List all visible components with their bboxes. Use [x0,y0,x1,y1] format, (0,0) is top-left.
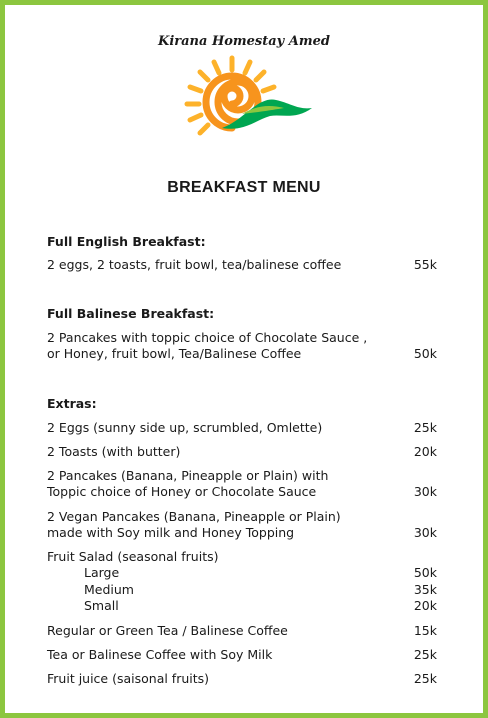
section-heading: Full English Breakfast: [47,234,206,249]
menu-item [47,444,437,460]
size-price: 50k [413,565,437,580]
size-price: 20k [413,598,437,613]
size-option [84,565,437,582]
size-option [84,598,437,615]
item-price: 25k [413,647,437,662]
item-description: Regular or Green Tea / Balinese Coffee [47,623,288,638]
menu-item [47,257,437,273]
item-price: 15k [413,623,437,638]
item-description: 2 Toasts (with butter) [47,444,181,459]
item-description-line: 2 Pancakes with toppic choice of Chocolate Sauce , [47,330,368,345]
menu-item [47,468,437,500]
menu-item [47,549,437,565]
item-description-line: 2 Pancakes (Banana, Pineapple or Plain) with [47,468,329,483]
menu-item [47,330,437,362]
item-price: 50k [413,346,437,361]
item-description: Fruit Salad (seasonal fruits) [47,549,219,564]
item-description-line: Toppic choice of Honey or Chocolate Sauce [47,484,317,499]
brand-name: Kirana Homestay Amed [158,34,330,49]
size-label: Medium [84,581,134,597]
menu-title: BREAKFAST MENU [167,179,321,196]
item-description: Fruit juice (saisonal fruits) [47,671,210,686]
menu-item [47,509,437,541]
item-price: 30k [413,484,437,499]
item-price: 30k [413,525,437,540]
item-price: 20k [413,444,437,459]
size-option [84,582,437,599]
item-description-line: 2 Vegan Pancakes (Banana, Pineapple or Plain) [47,509,341,524]
menu-item [47,420,437,436]
menu-item [47,623,437,639]
menu-item [47,647,437,663]
section-heading: Full Balinese Breakfast: [47,306,215,321]
item-description: 2 Eggs (sunny side up, scrumbled, Omlette) [47,420,323,435]
item-description-line: made with Soy milk and Honey Topping [47,525,295,540]
sun-wave-logo [172,50,316,140]
menu-item [47,671,437,687]
item-price: 25k [413,671,437,686]
size-label: Small [84,598,119,613]
item-description: Tea or Balinese Coffee with Soy Milk [47,647,273,662]
item-price: 55k [413,257,437,272]
item-price: 25k [413,420,437,435]
size-label: Large [84,565,120,580]
size-price: 35k [413,581,437,597]
item-description-line: or Honey, fruit bowl, Tea/Balinese Coffee [47,346,302,361]
item-description: 2 eggs, 2 toasts, fruit bowl, tea/balinese coffee [47,257,342,272]
section-heading: Extras: [47,396,97,411]
